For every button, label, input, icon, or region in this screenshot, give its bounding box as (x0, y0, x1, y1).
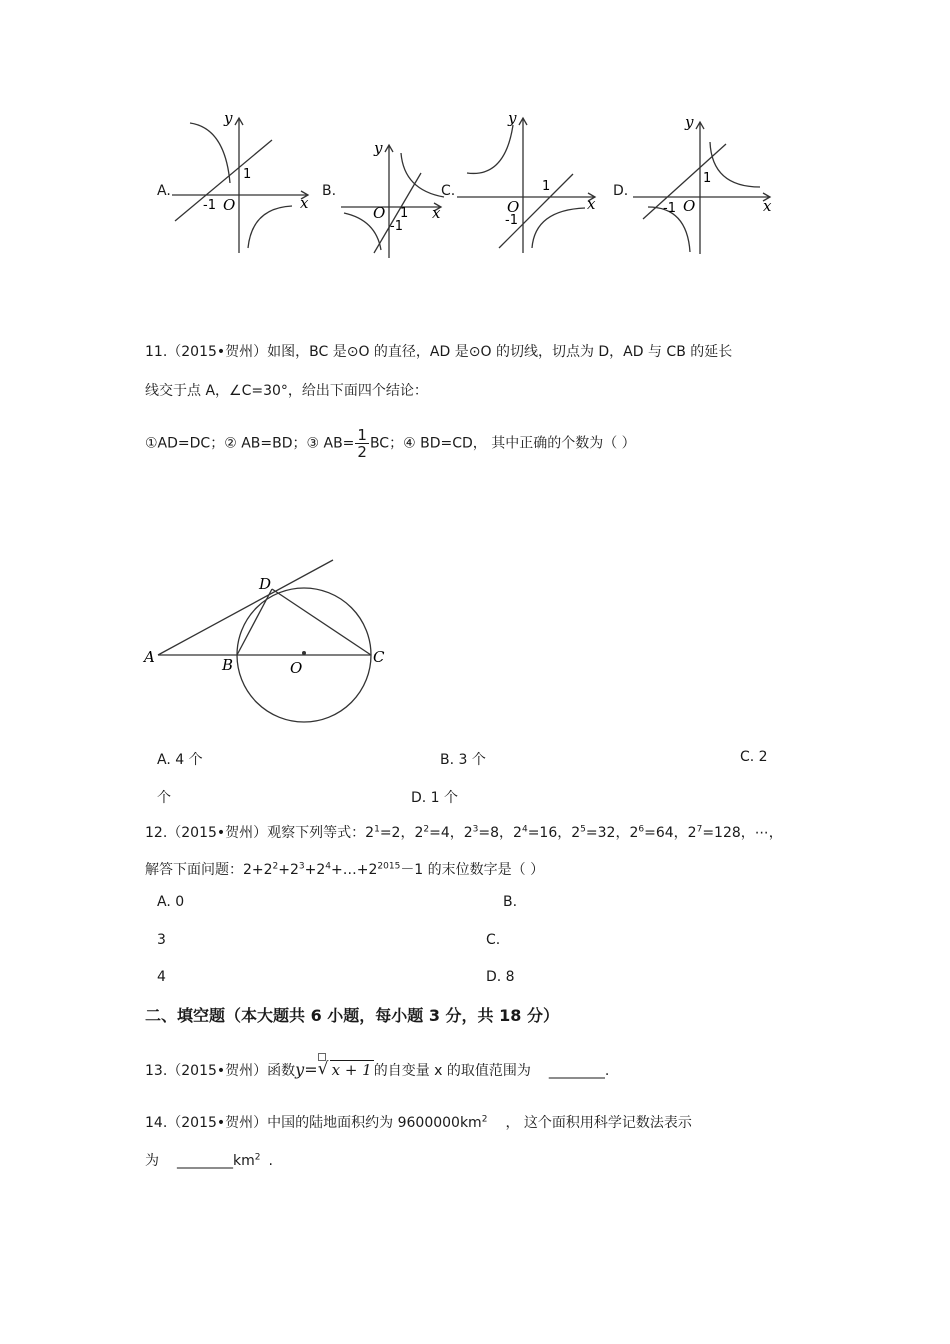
q14-blank: ________km (177, 1153, 255, 1169)
pos-one-label: 1 (243, 167, 252, 182)
origin-label: O (223, 196, 236, 214)
neg-one-label: -1 (505, 213, 518, 228)
radical-sign: √ (317, 1059, 329, 1079)
fraction-numerator: 1 (357, 426, 367, 444)
q12-option-c: C. (486, 932, 501, 948)
q12-option-c-value: 4 (157, 969, 166, 985)
q13-pre: 13.（2015•贺州）函数 (145, 1063, 296, 1079)
eq-6: $2^6=64$， (629, 824, 688, 841)
option-a-label: A. (157, 183, 171, 199)
y-label: y (224, 109, 233, 127)
point-b-label: B (222, 656, 234, 674)
q12-line1 (145, 822, 783, 842)
point-d-label: D (259, 575, 272, 593)
pos-one-label: 1 (703, 171, 712, 186)
y-label: y (374, 139, 383, 157)
hyperbola-branch-upper (190, 123, 230, 183)
section-heading: 二、填空题（本大题共 6 小题，每小题 3 分，共 18 分） (145, 1006, 559, 1025)
neg-one-label: -1 (390, 219, 403, 234)
y-label: y (685, 113, 694, 131)
center-dot (302, 651, 306, 655)
q11-circle-figure (140, 552, 400, 724)
q11-conclusions-post: BC；④ BD=CD， 其中正确的个数为（ ） (369, 435, 636, 452)
option-b-label: B. (322, 183, 337, 199)
origin-label: O (683, 197, 696, 215)
option-a-graph (170, 108, 320, 258)
q11-line2: 线交于点 A，∠C=30°，给出下面四个结论： (145, 383, 428, 399)
eq-2: $2^2=4$， (414, 824, 464, 841)
option-c-graph (455, 108, 605, 258)
function-y: y (295, 1060, 305, 1079)
x-label: x (587, 195, 596, 213)
y-label: y (508, 109, 517, 127)
option-c-label: C. (441, 183, 456, 199)
q11-line1: 11.（2015•贺州）如图，BC 是⊙O 的直径，AD 是⊙O 的切线，切点为 D，AD 与 CB 的延长 (145, 344, 733, 360)
x-label: x (300, 194, 309, 212)
q13-blank: ________. (548, 1063, 610, 1079)
hyperbola-branch-upper (710, 142, 760, 187)
eq-1: $2^1=2$， (365, 824, 415, 841)
q12-option-b: B. (503, 894, 518, 910)
neg-one-label: -1 (663, 201, 676, 216)
q12-line1-pre: 12.（2015•贺州）观察下列等式： (145, 825, 366, 841)
option-b-graph (336, 135, 451, 260)
point-a-label: A (144, 648, 155, 666)
hyperbola-branch-upper (467, 125, 513, 173)
q12-option-a: A. 0 (157, 894, 185, 910)
origin-label: O (373, 204, 386, 222)
q11-conclusions-pre: ①AD=DC；② AB=BD；③ AB= (145, 435, 355, 452)
q11-option-b: B. 3 个 (440, 752, 486, 768)
point-o-label: O (290, 659, 303, 677)
q13-post: 的自变量 x 的取值范围为 (373, 1063, 531, 1079)
pos-one-label: 1 (542, 179, 551, 194)
tangent-line-ad (158, 560, 333, 655)
q11-option-c: C. 2 (740, 749, 768, 765)
fraction-half (355, 427, 369, 460)
origin-label: O (507, 198, 520, 216)
fraction-denominator: 2 (357, 443, 367, 461)
q11-option-a: A. 4 个 (157, 752, 203, 768)
x-label: x (763, 197, 772, 215)
eq-4: $2^4=16$， (513, 824, 572, 841)
neg-one-label: -1 (203, 198, 216, 213)
q11-option-d: D. 1 个 (411, 790, 459, 806)
q13-line (145, 1060, 609, 1080)
eq-5: $2^5=32$， (571, 824, 630, 841)
radicand: x + 1 (331, 1061, 372, 1079)
radical-expression (318, 1061, 374, 1079)
pos-one-label: 1 (400, 206, 409, 221)
q14-line2: 为 $\_\_\_\_\_\_\_\_km^2$ . (145, 1152, 273, 1169)
q11-option-c-wrap: 个 (157, 790, 171, 806)
q12-line2: 解答下面问题：$2+2^2+2^3+2^4+\dots+2^{2015}-1$ 的末位数字是（ ） (145, 861, 545, 878)
segment-bd (237, 589, 272, 655)
segment-dc (272, 589, 371, 655)
q12-option-d: D. 8 (486, 969, 515, 985)
point-c-label: C (373, 648, 385, 666)
q12-option-b-value: 3 (157, 932, 166, 948)
function-eq: = (304, 1060, 318, 1079)
hyperbola-branch-upper (401, 153, 444, 197)
x-label: x (432, 204, 441, 222)
option-d-graph (630, 112, 780, 262)
hyperbola-branch-lower (532, 208, 585, 248)
option-d-label: D. (613, 183, 629, 199)
eq-3: $2^3=8$， (463, 824, 514, 841)
hyperbola-branch-lower (248, 206, 292, 248)
q14-line1: 14.（2015•贺州）中国的陆地面积约为 $9600000km^2$ ， 这个面积用科学记数法表示 (145, 1114, 692, 1131)
eq-7: $2^7=128$，⋯， (687, 824, 783, 841)
q11-conclusions (145, 427, 636, 460)
